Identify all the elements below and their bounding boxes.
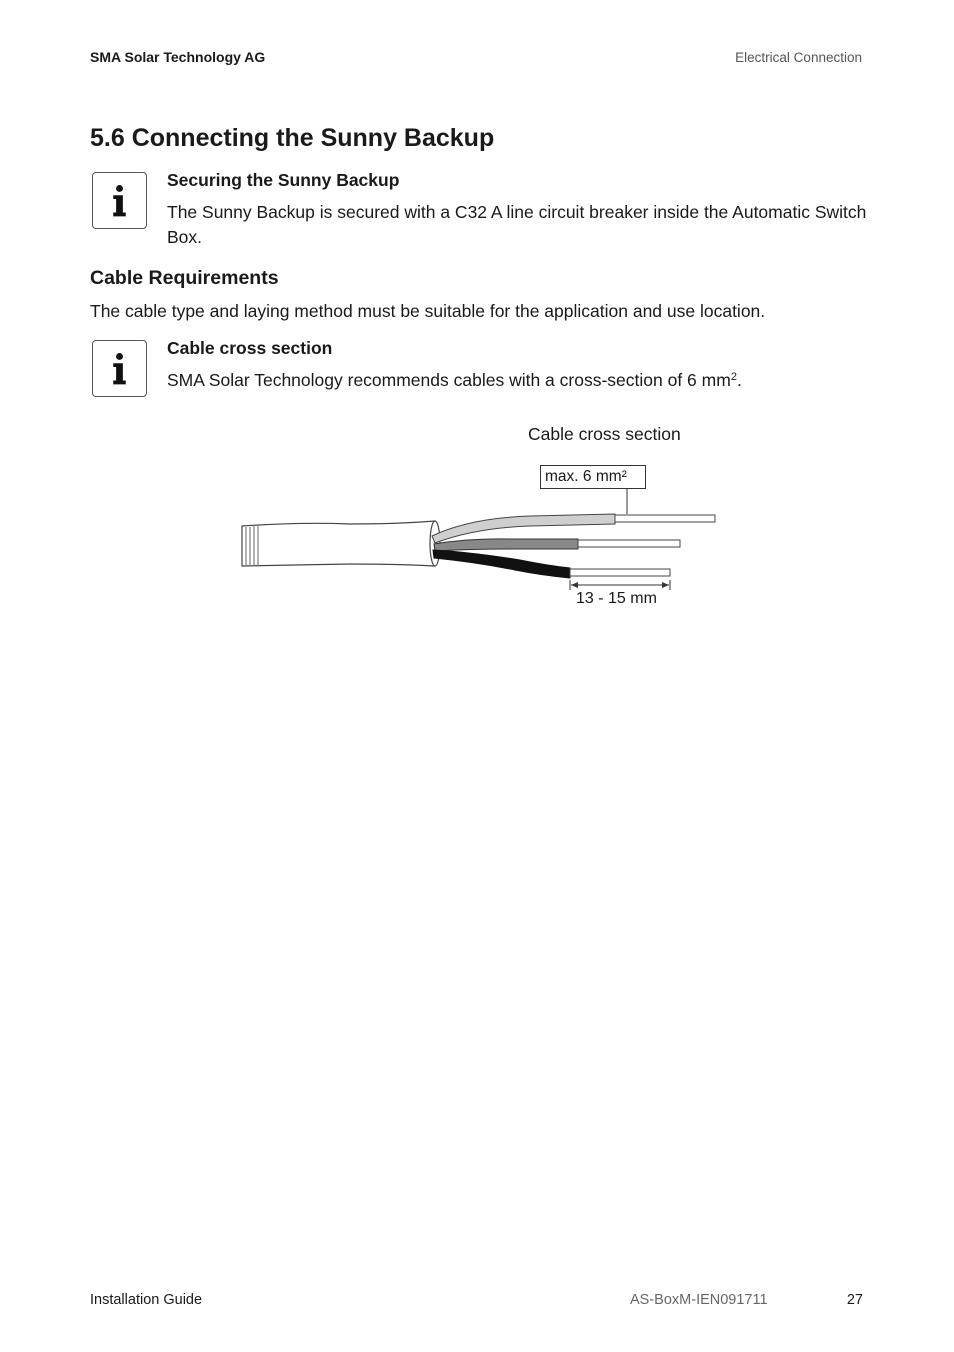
cross-section-text: SMA Solar Technology recommends cables with a cross-section of 6 mm: [167, 370, 731, 390]
suffix: .: [736, 370, 742, 390]
note-text-cross-section: [167, 368, 867, 393]
strip-length-label: 13 - 15 mm: [576, 590, 657, 607]
note-text-securing: The Sunny Backup is secured with a C32 A line circuit breaker inside the Automatic Switch Box.: [167, 202, 867, 247]
header-section: Electrical Connection: [735, 50, 862, 65]
page-title: 5.6 Connecting the Sunny Backup: [90, 124, 495, 152]
footer-left: Installation Guide: [90, 1292, 203, 1308]
footer-doc-id: AS-BoxM-IEN091711: [630, 1292, 768, 1308]
note-title-cross-section: Cable cross section: [167, 338, 333, 358]
cable-requirements-text: The cable type and laying method must be suitable for the application and use location.: [90, 301, 766, 321]
note-title-securing: Securing the Sunny Backup: [167, 170, 400, 190]
cable-requirements-heading: Cable Requirements: [90, 267, 279, 289]
info-icon: [92, 340, 147, 397]
superscript: 2: [730, 371, 737, 383]
cable-illustration: [230, 486, 730, 596]
page-number: 27: [846, 1292, 863, 1308]
figure-caption: Cable cross section: [528, 424, 681, 444]
header-company: SMA Solar Technology AG: [90, 49, 266, 65]
max-cross-section-label: max. 6 mm²: [540, 465, 646, 489]
info-icon: [92, 172, 147, 229]
